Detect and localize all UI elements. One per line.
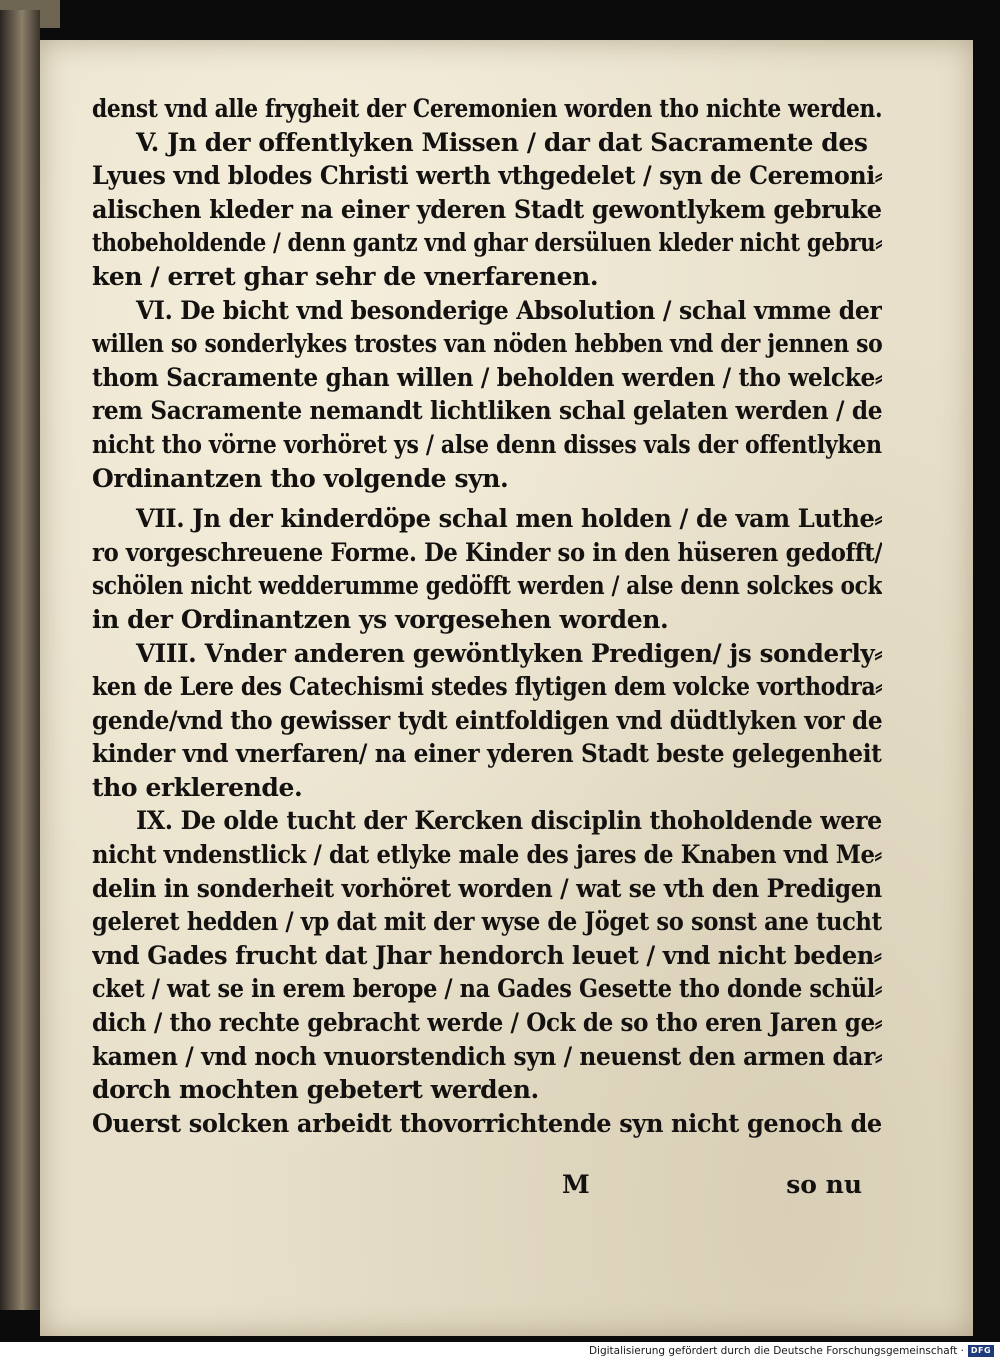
text-line: in der Ordinantzen ys vorgesehen worden.	[92, 604, 669, 634]
funding-credit: Digitalisierung gefördert durch die Deutsche Forschungsgemeinschaft ·	[588, 1345, 964, 1357]
text-line: ken de Lere des Catechismi stedes flytigen dem volcke vorthodra⸗	[92, 672, 882, 702]
text-line: thom Sacramente ghan willen / beholden werden / tho welcke⸗	[92, 362, 882, 392]
text-line: thobeholdende / denn gantz vnd ghar dersüluen kleder nicht gebru⸗	[92, 228, 882, 258]
text-line: Ouerst solcken arbeidt thovorrichtende syn nicht genoch de	[92, 1108, 882, 1138]
text-line: nicht vndenstlick / dat etlyke male des jares de Knaben vnd Me⸗	[92, 840, 882, 870]
book-page	[40, 40, 973, 1336]
page-text	[92, 92, 882, 1140]
text-line: ro vorgeschreuene Forme. De Kinder so in den hüseren gedofft/	[92, 537, 882, 567]
text-line: gende/vnd tho gewisser tydt eintfoldigen vnd düdtlyken vor de	[92, 705, 882, 735]
text-line: denst vnd alle frygheit der Ceremonien worden tho nichte werden.	[92, 94, 882, 123]
text-line: willen so sonderlykes trostes van nöden hebben vnd der jennen so	[92, 329, 882, 359]
text-line: ken / erret ghar sehr de vnerfarenen.	[92, 261, 599, 291]
text-line: rem Sacramente nemandt lichtliken schal gelaten werden / de	[92, 396, 882, 426]
page-footer	[92, 1170, 882, 1204]
signature-mark: M	[562, 1170, 590, 1199]
text-line: alischen kleder na einer yderen Stadt gewontlykem gebruke	[92, 194, 882, 224]
text-line: geleret hedden / vp dat mit der wyse de Jöget so sonst ane tucht	[92, 907, 882, 937]
text-line: IX. De olde tucht der Kercken disciplin thoholdende were	[136, 806, 882, 836]
text-line: Lyues vnd blodes Christi werth vthgedelet / syn de Ceremoni⸗	[92, 161, 882, 191]
text-line: kamen / vnd noch vnuorstendich syn / neuenst den armen dar⸗	[92, 1041, 882, 1071]
text-line: tho erklerende.	[92, 772, 303, 802]
text-line: kinder vnd vnerfaren/ na einer yderen Stadt beste gelegenheit	[92, 739, 882, 769]
catchword: so nu	[786, 1170, 862, 1199]
text-line: dich / tho rechte gebracht werde / Ock de so tho eren Jaren ge⸗	[92, 1008, 882, 1038]
text-line: VI. De bicht vnd besonderige Absolution / schal vmme der	[136, 295, 882, 325]
text-line: vnd Gades frucht dat Jhar hendorch leuet / vnd nicht beden⸗	[92, 940, 882, 970]
text-line: cket / wat se in erem berope / na Gades Gesette tho donde schül⸗	[92, 974, 882, 1004]
text-line: nicht tho vörne vorhöret ys / alse denn disses vals der offentlyken	[92, 429, 882, 459]
text-line: delin in sonderheit vorhöret worden / wat se vth den Predigen	[92, 873, 882, 903]
text-line: VII. Jn der kinderdöpe schal men holden / de vam Luthe⸗	[136, 504, 882, 534]
credit-bar	[0, 1342, 1000, 1360]
dfg-logo-icon: DFG	[968, 1345, 994, 1357]
text-line: Ordinantzen tho volgende syn.	[92, 463, 509, 493]
text-line: VIII. Vnder anderen gewöntlyken Predigen/ js sonderly⸗	[136, 638, 882, 668]
text-line: dorch mochten gebetert werden.	[92, 1075, 539, 1105]
book-spine-edge	[0, 10, 40, 1310]
text-line: V. Jn der offentlyken Missen / dar dat Sacramente des	[136, 127, 868, 157]
text-line: schölen nicht wedderumme gedöfft werden / alse denn solckes ock	[92, 571, 882, 601]
